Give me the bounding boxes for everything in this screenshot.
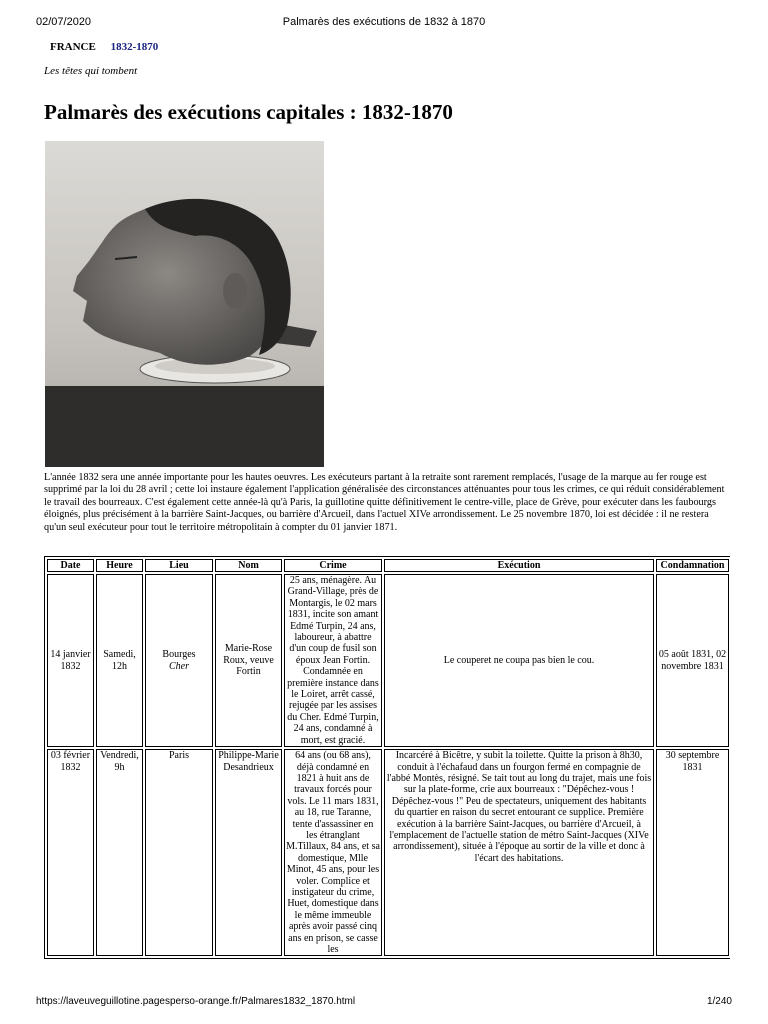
col-header-date: Date: [47, 559, 94, 572]
cell-heure: Samedi, 12h: [96, 574, 143, 747]
cell-nom: Marie-Rose Roux, veuve Fortin: [215, 574, 282, 747]
col-header-lieu: Lieu: [145, 559, 213, 572]
print-header: [36, 16, 732, 30]
print-date: 02/07/2020: [36, 16, 92, 28]
page-subtitle: Les têtes qui tombent: [44, 65, 138, 77]
lieu-departement: Cher: [169, 660, 189, 672]
cell-execution: Le couperet ne coupa pas bien le cou.: [384, 574, 654, 747]
page-title: Palmarès des exécutions capitales : 1832-1870: [44, 100, 453, 124]
col-header-nom: Nom: [215, 559, 282, 572]
table-row: [47, 749, 729, 956]
executions-table-container: [44, 556, 730, 988]
table-row: [47, 574, 729, 747]
intro-paragraph: L'année 1832 sera une année importante pour les hautes oeuvres. Les exécuteurs partant à la retraite sont rarement remplacés, l'usage de la marque au fer rouge est supprimé par la loi du 28 avril ; cette loi instaure également l'application généralisée des circonstances atténuantes pour tous les crimes, ce qui réduit considérablement le travail des bourreaux. C'est également cette année-là qu'à Paris, la guillotine quitte définitivement le centre-ville, place de Grève, pour exécuter dans les faubourgs éloignés, plus précisément à la barrière Saint-Jacques, ou barrière d'Arcueil, dans l'actuel XIVe arrondissement. Le 25 novembre 1870, loi est décidée : il ne restera qu'un seul exécuteur pour tout le territoire métropolitain à compter du 01 janvier 1871.: [44, 472, 725, 533]
executions-table: [44, 556, 730, 959]
cell-lieu: [145, 749, 213, 956]
nav-link-period[interactable]: 1832-1870: [110, 41, 159, 53]
cell-condamnation: 30 septembre 1831: [656, 749, 729, 956]
cell-crime: 25 ans, ménagère. Au Grand-Village, près de Montargis, le 02 mars 1831, incite son amant Edmé Turpin, 24 ans, laboureur, à abattre d'un coup de fusil son époux Jean Fortin. Condamnée en première instance dans le Loiret, arrêt cassé, rejugée par les assises du Cher. Edmé Turpin, 24 ans, condamné à mort, est gracié.: [284, 574, 382, 747]
col-header-condamnation: Condamnation: [656, 559, 729, 572]
photo-ear: [223, 273, 247, 309]
print-url: https://laveuveguillotine.pagesperso-orange.fr/Palmares1832_1870.html: [36, 996, 356, 1007]
print-page-title: Palmarès des exécutions de 1832 à 1870: [282, 16, 486, 28]
cell-condamnation: 05 août 1831, 02 novembre 1831: [656, 574, 729, 747]
cell-nom: Philippe-Marie Desandrieux: [215, 749, 282, 956]
lieu-city: Bourges: [162, 649, 196, 661]
severed-head-photo: [45, 141, 324, 467]
top-nav: [50, 41, 158, 53]
col-header-crime: Crime: [284, 559, 382, 572]
cell-date: 14 janvier 1832: [47, 574, 94, 747]
cell-crime: 64 ans (ou 68 ans), déjà condamné en 1821 à huit ans de travaux forcés pour vols. Le 11 mars 1831, au 18, rue Taranne, tente d'assassiner en les étranglant M.Tillaux, 84 ans, et sa domestique, Mlle Minot, 45 ans, pour les voler. Complice et instigateur du crime, Huet, domestique dans le même immeuble après avoir passé cinq ans en prison, se casse les: [284, 749, 382, 956]
col-header-heure: Heure: [96, 559, 143, 572]
cell-heure: Vendredi, 9h: [96, 749, 143, 956]
nav-link-france[interactable]: FRANCE: [50, 41, 96, 53]
photo-table: [45, 386, 324, 467]
cell-date: 03 février 1832: [47, 749, 94, 956]
lieu-city: Paris: [169, 750, 189, 762]
print-page-number: 1/240: [706, 996, 732, 1007]
print-footer: [36, 996, 732, 1010]
col-header-execution: Exécution: [384, 559, 654, 572]
cell-lieu: [145, 574, 213, 747]
table-header-row: [47, 559, 729, 572]
cell-execution: Incarcéré à Bicêtre, y subit la toilette. Quitte la prison à 8h30, conduit à l'échafaud dans un fourgon fermé en compagnie de l'abbé Montès, résigné. Se tait tout au long du trajet, mais une fois sur la plate-forme, crie aux bourreaux : "Dépêchez-vous ! Dépêchez-vous !" Peu de spectateurs, uniquement des habitants du quartier en raison du secret entourant ce supplice. Première exécution à la barrière Saint-Jacques, ou barrière d'Arcueil, à l'emplacement de l'actuelle station de métro Saint-Jacques (XIVe arrondissement), située à l'époque au sortir de la ville et donc à l'écart des habitations.: [384, 749, 654, 956]
